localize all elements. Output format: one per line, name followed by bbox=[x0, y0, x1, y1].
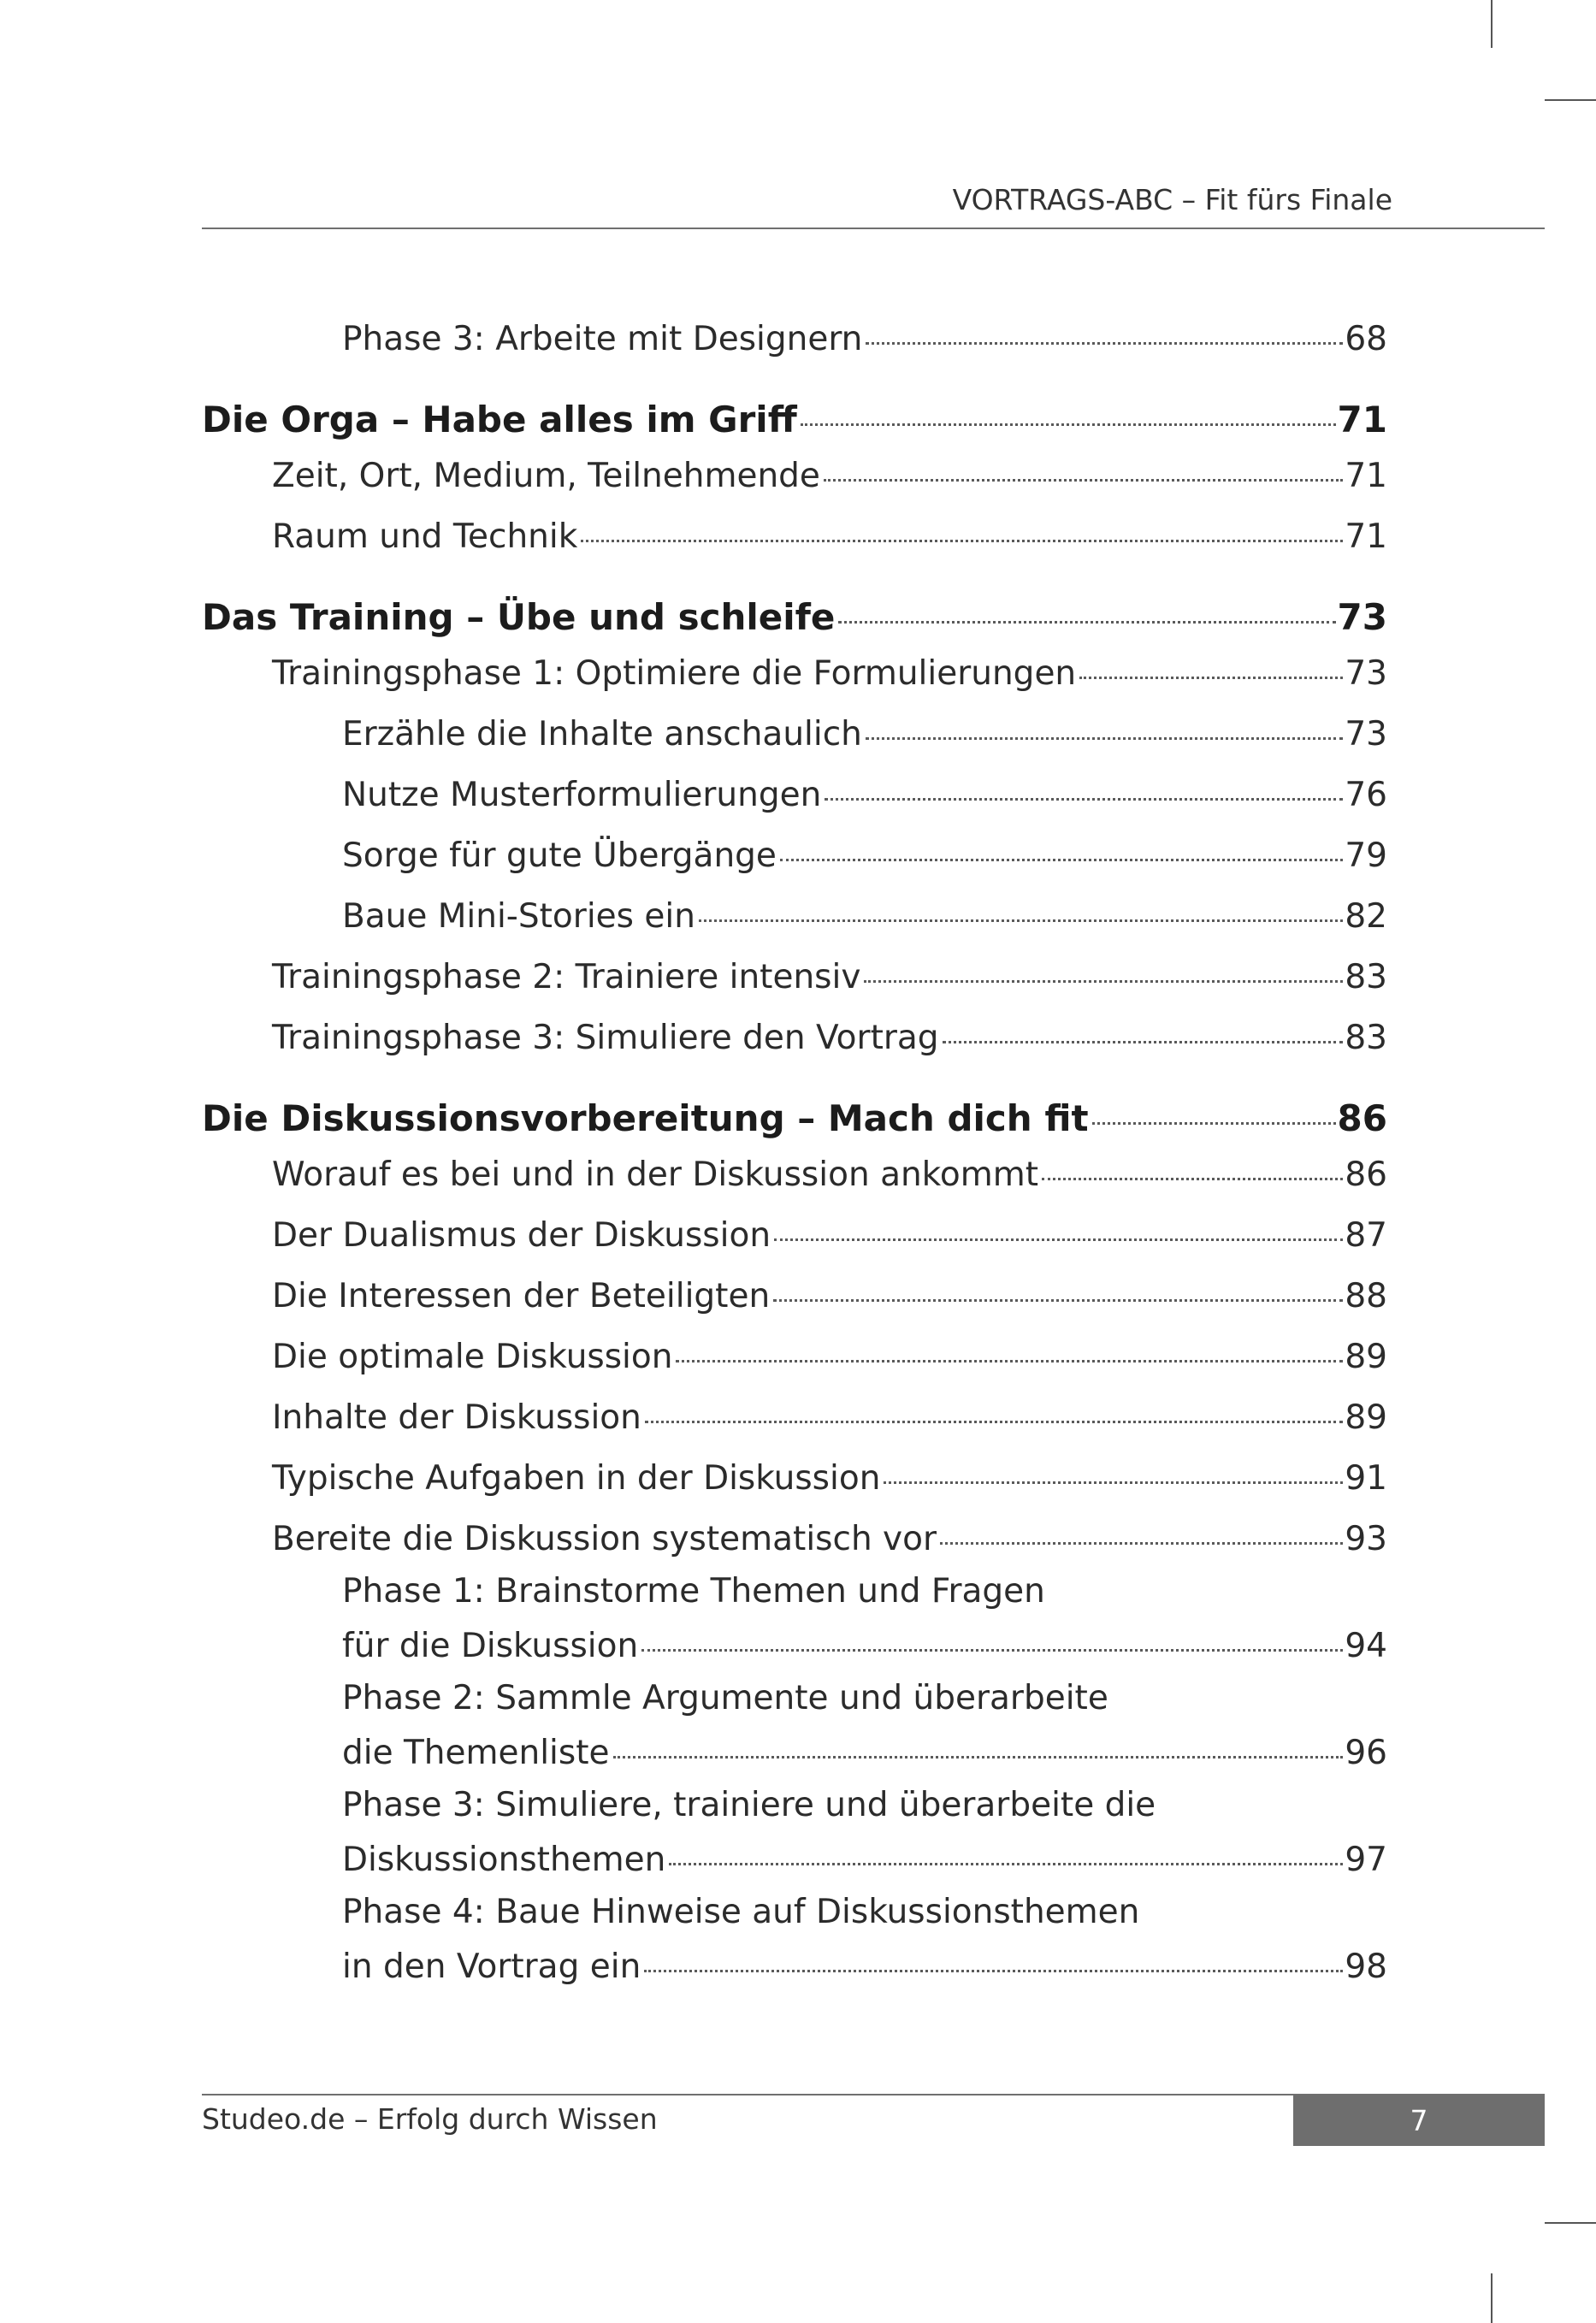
dot-leader bbox=[773, 1299, 1343, 1302]
toc-entry-title: Typische Aufgaben in der Diskussion bbox=[272, 1459, 881, 1498]
toc-entry[interactable] bbox=[0, 1627, 1387, 1675]
dot-leader bbox=[699, 919, 1343, 922]
toc-entry-page: 83 bbox=[1345, 958, 1387, 996]
toc-entry-title-line1: Phase 4: Baue Hinweise auf Diskussionsthemen bbox=[342, 1893, 1140, 1931]
page-number-box bbox=[1293, 2095, 1545, 2146]
toc-entry[interactable] bbox=[0, 1520, 1387, 1568]
toc-chapter[interactable] bbox=[0, 1097, 1387, 1145]
toc-chapter[interactable] bbox=[0, 596, 1387, 644]
toc-entry-title: Diskussionsthemen bbox=[342, 1841, 666, 1879]
dot-leader bbox=[943, 1041, 1344, 1043]
toc-chapter-title: Das Training – Übe und schleife bbox=[202, 596, 836, 638]
dot-leader bbox=[676, 1360, 1343, 1362]
toc-chapter-page: 73 bbox=[1337, 596, 1387, 638]
dot-leader bbox=[669, 1863, 1343, 1865]
dot-leader bbox=[824, 479, 1343, 482]
toc-entry[interactable] bbox=[0, 517, 1387, 565]
toc-entry[interactable] bbox=[0, 457, 1387, 505]
toc-entry-title: Erzähle die Inhalte anschaulich bbox=[342, 715, 862, 754]
toc-entry[interactable] bbox=[0, 958, 1387, 1006]
dot-leader bbox=[581, 540, 1343, 542]
toc-entry[interactable] bbox=[0, 320, 1387, 368]
dot-leader bbox=[1042, 1178, 1343, 1180]
dot-leader bbox=[774, 1238, 1343, 1241]
toc-entry-first-line bbox=[342, 1893, 1387, 1941]
toc-entry[interactable] bbox=[0, 1948, 1387, 1995]
dot-leader bbox=[1092, 1122, 1336, 1125]
toc-entry-title: die Themenliste bbox=[342, 1734, 610, 1772]
toc-entry[interactable] bbox=[0, 836, 1387, 884]
toc-chapter[interactable] bbox=[0, 399, 1387, 446]
toc-entry[interactable] bbox=[0, 1216, 1387, 1264]
toc-chapter-page: 86 bbox=[1337, 1097, 1387, 1139]
toc-entry[interactable] bbox=[0, 776, 1387, 824]
toc-entry-page: 86 bbox=[1345, 1156, 1387, 1194]
toc-entry[interactable] bbox=[0, 897, 1387, 945]
toc-entry-page: 91 bbox=[1345, 1459, 1387, 1498]
toc-entry[interactable] bbox=[0, 1019, 1387, 1067]
toc-entry-title: für die Diskussion bbox=[342, 1627, 639, 1665]
toc-entry-page: 82 bbox=[1345, 897, 1387, 936]
toc-entry[interactable] bbox=[0, 1277, 1387, 1325]
dot-leader bbox=[838, 621, 1335, 624]
toc-entry-page: 96 bbox=[1345, 1734, 1387, 1772]
dot-leader bbox=[866, 737, 1343, 740]
toc-entry[interactable] bbox=[0, 1398, 1387, 1446]
dot-leader bbox=[641, 1649, 1343, 1652]
running-header: VORTRAGS-ABC – Fit fürs Finale bbox=[952, 183, 1392, 216]
dot-leader bbox=[825, 798, 1343, 801]
dot-leader bbox=[801, 423, 1336, 426]
toc-entry-title: Sorge für gute Übergänge bbox=[342, 836, 777, 875]
toc-entry-page: 97 bbox=[1345, 1841, 1387, 1879]
toc-chapter-page: 71 bbox=[1337, 399, 1387, 440]
toc-entry-title: Trainingsphase 1: Optimiere die Formulierungen bbox=[272, 654, 1077, 693]
dot-leader bbox=[864, 980, 1343, 983]
toc-entry-title: Die Interessen der Beteiligten bbox=[272, 1277, 771, 1315]
toc-entry-title: Bereite die Diskussion systematisch vor bbox=[272, 1520, 937, 1558]
toc-entry-page: 87 bbox=[1345, 1216, 1387, 1255]
toc-chapter-title: Die Diskussionsvorbereitung – Mach dich fit bbox=[202, 1097, 1089, 1139]
toc-entry-page: 89 bbox=[1345, 1338, 1387, 1376]
toc-entry-title: Zeit, Ort, Medium, Teilnehmende bbox=[272, 457, 820, 495]
dot-leader bbox=[780, 859, 1343, 861]
toc-entry-title: Baue Mini-Stories ein bbox=[342, 897, 695, 936]
toc-entry-page: 89 bbox=[1345, 1398, 1387, 1437]
toc-chapter-title: Die Orga – Habe alles im Griff bbox=[202, 399, 797, 440]
dot-leader bbox=[645, 1421, 1343, 1423]
dot-leader bbox=[644, 1970, 1343, 1972]
toc-entry-title: Nutze Musterformulierungen bbox=[342, 776, 822, 814]
toc-entry-title: Raum und Technik bbox=[272, 517, 578, 556]
toc-entry[interactable] bbox=[0, 1338, 1387, 1386]
toc-entry-first-line bbox=[342, 1786, 1387, 1834]
toc-entry[interactable] bbox=[0, 1841, 1387, 1889]
dot-leader bbox=[866, 342, 1343, 345]
toc-entry-first-line bbox=[342, 1572, 1387, 1620]
toc-entry-title: Phase 3: Arbeite mit Designern bbox=[342, 320, 863, 358]
toc-entry-page: 79 bbox=[1345, 836, 1387, 875]
toc-entry-title: Der Dualismus der Diskussion bbox=[272, 1216, 771, 1255]
page-number: 7 bbox=[1410, 2103, 1428, 2137]
toc-entry[interactable] bbox=[0, 1156, 1387, 1203]
toc-entry-title-line1: Phase 2: Sammle Argumente und überarbeite bbox=[342, 1679, 1108, 1717]
toc-entry-page: 88 bbox=[1345, 1277, 1387, 1315]
toc-entry-page: 83 bbox=[1345, 1019, 1387, 1057]
dot-leader bbox=[884, 1481, 1343, 1484]
toc-entry-page: 93 bbox=[1345, 1520, 1387, 1558]
toc-entry[interactable] bbox=[0, 654, 1387, 702]
toc-entry-title: Trainingsphase 2: Trainiere intensiv bbox=[272, 958, 861, 996]
dot-leader bbox=[940, 1542, 1343, 1545]
toc-entry-page: 76 bbox=[1345, 776, 1387, 814]
toc-entry-page: 94 bbox=[1345, 1627, 1387, 1665]
toc-entry-title-line1: Phase 1: Brainstorme Themen und Fragen bbox=[342, 1572, 1045, 1611]
toc-entry[interactable] bbox=[0, 1734, 1387, 1782]
toc-entry[interactable] bbox=[0, 1459, 1387, 1507]
toc-entry[interactable] bbox=[0, 715, 1387, 763]
toc-entry-page: 68 bbox=[1345, 320, 1387, 358]
toc-entry-title: Inhalte der Diskussion bbox=[272, 1398, 641, 1437]
toc-entry-title: Die optimale Diskussion bbox=[272, 1338, 673, 1376]
toc-entry-title: Worauf es bei und in der Diskussion ankommt bbox=[272, 1156, 1039, 1194]
toc-entry-page: 73 bbox=[1345, 715, 1387, 754]
toc-entry-title: in den Vortrag ein bbox=[342, 1948, 641, 1986]
toc-entry-title: Trainingsphase 3: Simuliere den Vortrag bbox=[272, 1019, 939, 1057]
toc-entry-page: 98 bbox=[1345, 1948, 1387, 1986]
toc-entry-page: 71 bbox=[1345, 517, 1387, 556]
toc-entry-title-line1: Phase 3: Simuliere, trainiere und überarbeite die bbox=[342, 1786, 1156, 1824]
footer-publisher: Studeo.de – Erfolg durch Wissen bbox=[202, 2102, 658, 2136]
dot-leader bbox=[1079, 677, 1343, 679]
dot-leader bbox=[613, 1756, 1344, 1759]
toc-entry-page: 73 bbox=[1345, 654, 1387, 693]
toc-entry-page: 71 bbox=[1345, 457, 1387, 495]
toc-entry-first-line bbox=[342, 1679, 1387, 1727]
